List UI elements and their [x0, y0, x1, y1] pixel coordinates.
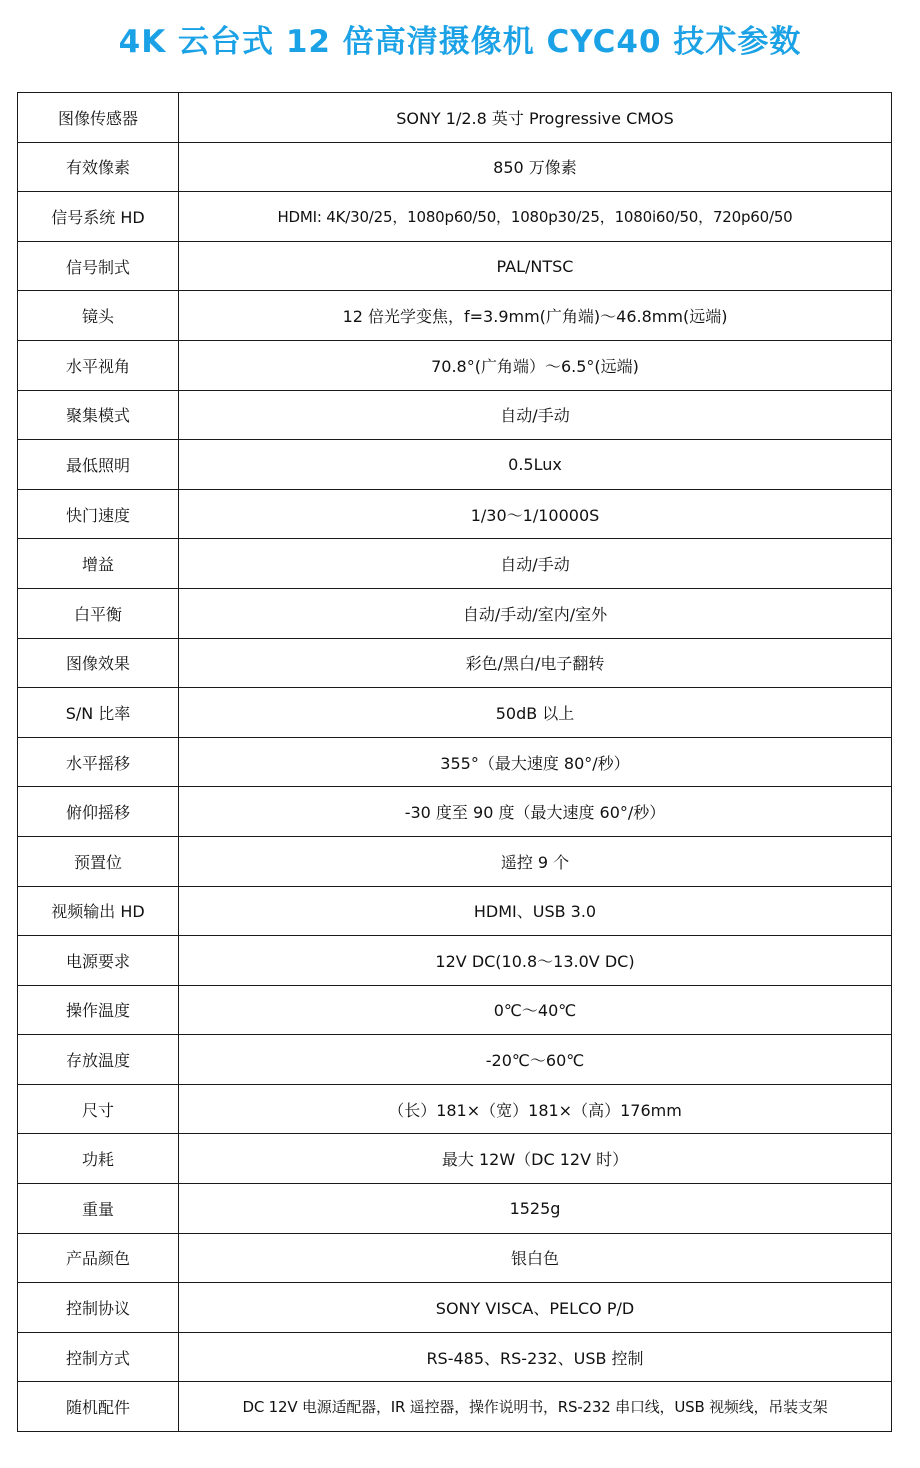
spec-value: 遥控 9 个: [179, 836, 892, 886]
spec-label: 水平视角: [18, 340, 179, 390]
spec-label: 增益: [18, 539, 179, 589]
spec-value: 1/30～1/10000S: [179, 489, 892, 539]
spec-row: [18, 688, 892, 738]
spec-label: 重量: [18, 1184, 179, 1234]
spec-label: 有效像素: [18, 142, 179, 192]
spec-value: -20℃～60℃: [179, 1035, 892, 1085]
spec-label: 快门速度: [18, 489, 179, 539]
spec-label: 白平衡: [18, 588, 179, 638]
spec-row: [18, 1035, 892, 1085]
spec-row: [18, 737, 892, 787]
spec-value: SONY VISCA、PELCO P/D: [179, 1283, 892, 1333]
spec-row: [18, 93, 892, 143]
spec-label: S/N 比率: [18, 688, 179, 738]
spec-label: 产品颜色: [18, 1233, 179, 1283]
spec-row: [18, 638, 892, 688]
spec-row: [18, 1332, 892, 1382]
spec-value: 70.8°(广角端）～6.5°(远端): [179, 340, 892, 390]
spec-value: 0℃～40℃: [179, 985, 892, 1035]
spec-label: 尺寸: [18, 1084, 179, 1134]
spec-row: [18, 1184, 892, 1234]
spec-value: DC 12V 电源适配器，IR 遥控器，操作说明书，RS-232 串口线，USB 视频线，吊装支架: [179, 1382, 892, 1432]
spec-value: 1525g: [179, 1184, 892, 1234]
spec-row: [18, 1134, 892, 1184]
spec-label: 控制方式: [18, 1332, 179, 1382]
spec-row: [18, 1084, 892, 1134]
spec-value: 自动/手动/室内/室外: [179, 588, 892, 638]
spec-table: [17, 92, 892, 1432]
spec-value: RS-485、RS-232、USB 控制: [179, 1332, 892, 1382]
spec-row: [18, 539, 892, 589]
spec-row: [18, 241, 892, 291]
spec-label: 聚集模式: [18, 390, 179, 440]
spec-row: [18, 1283, 892, 1333]
spec-value: 最大 12W（DC 12V 时）: [179, 1134, 892, 1184]
spec-value: 12 倍光学变焦，f=3.9mm(广角端)～46.8mm(远端): [179, 291, 892, 341]
spec-value: 0.5Lux: [179, 440, 892, 490]
spec-value: 50dB 以上: [179, 688, 892, 738]
spec-label: 存放温度: [18, 1035, 179, 1085]
spec-label: 最低照明: [18, 440, 179, 490]
spec-value: 银白色: [179, 1233, 892, 1283]
spec-label: 功耗: [18, 1134, 179, 1184]
spec-row: [18, 340, 892, 390]
spec-label: 预置位: [18, 836, 179, 886]
spec-value: HDMI、USB 3.0: [179, 886, 892, 936]
spec-value: 自动/手动: [179, 390, 892, 440]
spec-value: （长）181×（宽）181×（高）176mm: [179, 1084, 892, 1134]
spec-row: [18, 985, 892, 1035]
spec-row: [18, 1233, 892, 1283]
spec-table-body: [18, 93, 892, 1432]
spec-label: 图像传感器: [18, 93, 179, 143]
spec-value: SONY 1/2.8 英寸 Progressive CMOS: [179, 93, 892, 143]
spec-label: 操作温度: [18, 985, 179, 1035]
spec-label: 信号制式: [18, 241, 179, 291]
spec-label: 图像效果: [18, 638, 179, 688]
spec-label: 视频输出 HD: [18, 886, 179, 936]
spec-value: HDMI: 4K/30/25，1080p60/50，1080p30/25，1080i60/50，720p60/50: [179, 192, 892, 242]
spec-row: [18, 787, 892, 837]
page-title: 4K 云台式 12 倍高清摄像机 CYC40 技术参数: [118, 24, 802, 60]
spec-row: [18, 836, 892, 886]
spec-value: 355°（最大速度 80°/秒）: [179, 737, 892, 787]
spec-row: [18, 440, 892, 490]
spec-label: 控制协议: [18, 1283, 179, 1333]
spec-label: 电源要求: [18, 936, 179, 986]
spec-row: [18, 1382, 892, 1432]
spec-label: 镜头: [18, 291, 179, 341]
spec-value: 850 万像素: [179, 142, 892, 192]
spec-row: [18, 588, 892, 638]
spec-row: [18, 390, 892, 440]
spec-value: -30 度至 90 度（最大速度 60°/秒）: [179, 787, 892, 837]
spec-row: [18, 886, 892, 936]
spec-row: [18, 142, 892, 192]
spec-row: [18, 489, 892, 539]
spec-row: [18, 192, 892, 242]
spec-value: 自动/手动: [179, 539, 892, 589]
spec-label: 水平摇移: [18, 737, 179, 787]
spec-row: [18, 936, 892, 986]
spec-value: 彩色/黑白/电子翻转: [179, 638, 892, 688]
spec-label: 信号系统 HD: [18, 192, 179, 242]
spec-value: PAL/NTSC: [179, 241, 892, 291]
spec-value: 12V DC(10.8～13.0V DC): [179, 936, 892, 986]
spec-row: [18, 291, 892, 341]
spec-label: 俯仰摇移: [18, 787, 179, 837]
spec-label: 随机配件: [18, 1382, 179, 1432]
